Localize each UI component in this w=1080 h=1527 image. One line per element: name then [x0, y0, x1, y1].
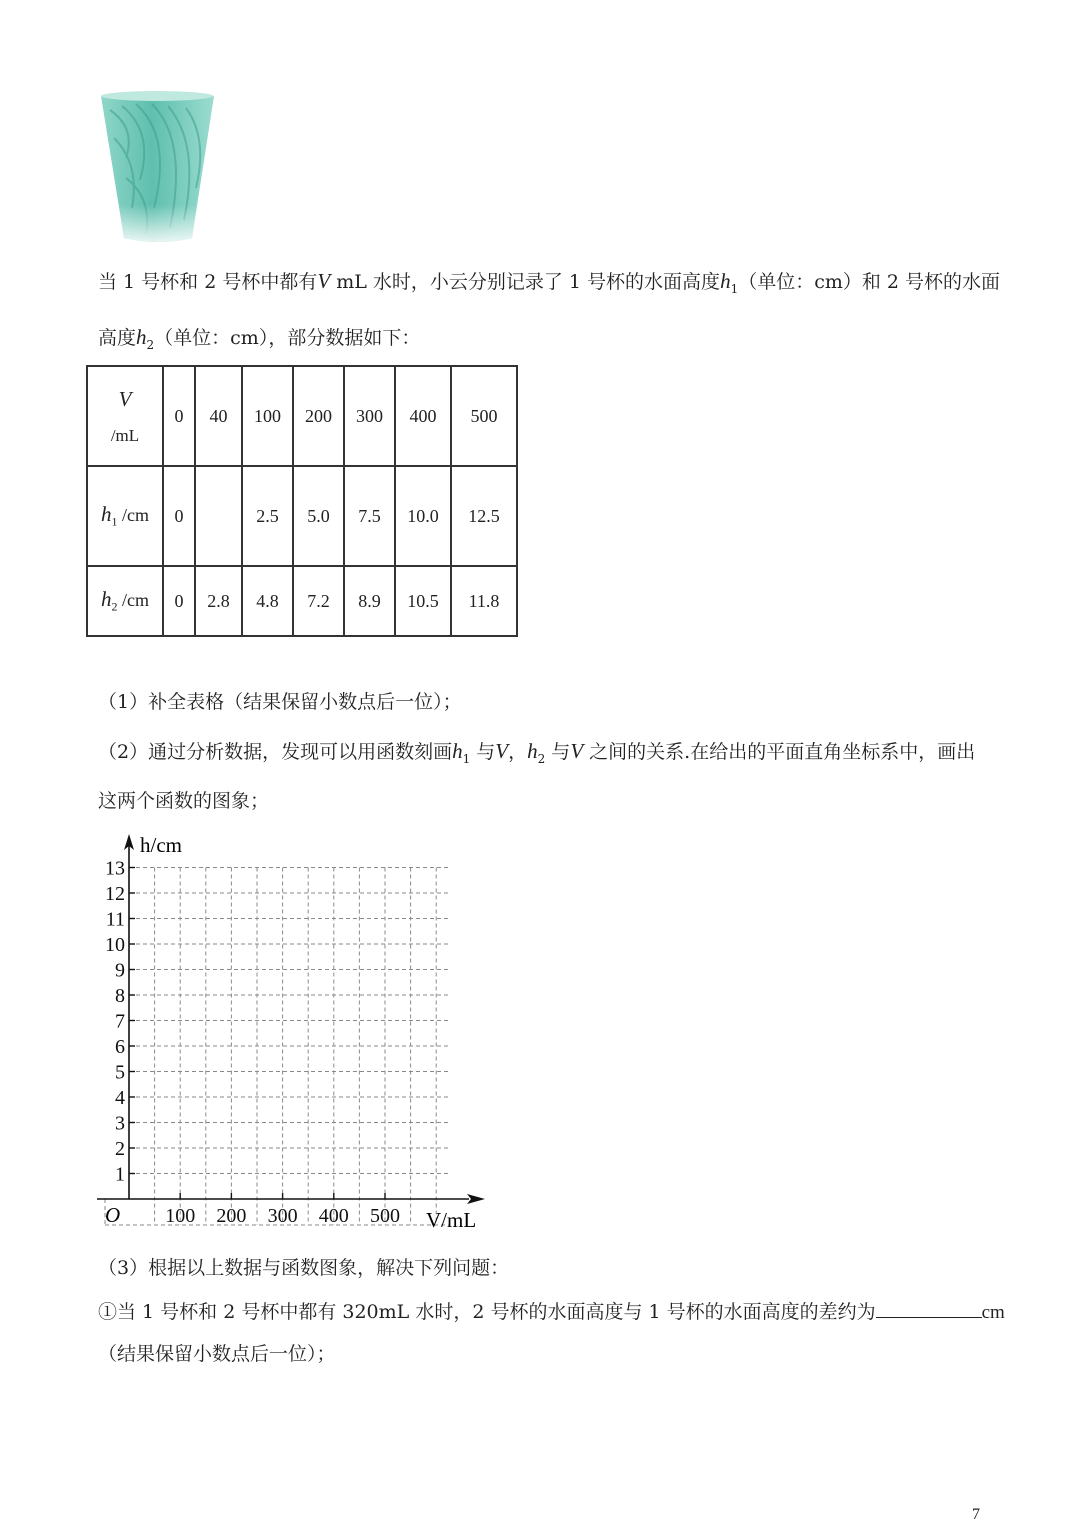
table-cell: 10.5 [395, 566, 451, 636]
x-axis-label: V/mL [426, 1208, 477, 1232]
table-cell: 2.8 [195, 566, 242, 636]
table-cell: 8.9 [344, 566, 395, 636]
table-cell: 100 [242, 366, 293, 466]
cup-image [96, 88, 220, 250]
y-tick-label: 13 [105, 857, 125, 880]
tick-labels [105, 858, 400, 1228]
x-tick-label: 400 [318, 1205, 349, 1227]
x-tick-label: 100 [165, 1205, 196, 1227]
y-axis-label: h/cm [140, 833, 182, 857]
row-label-h2: $h_2$ /cm [87, 566, 163, 636]
question-1: （1）补全表格（结果保留小数点后一位）； [98, 691, 462, 713]
question-2-line-2: 这两个函数的图象； [98, 790, 270, 812]
x-tick-label: 500 [370, 1205, 400, 1227]
coordinate-grid-chart [90, 826, 490, 1236]
table-cell: 11.8 [451, 566, 517, 636]
y-tick-label: 7 [115, 1010, 125, 1033]
question-2-line-1: （2）通过分析数据，发现可以用函数刻画$h_1$ 与V，$h_2$ 与V 之间的关系.在给出的平面直角坐标系中，画出 [98, 739, 976, 766]
table-row-volume [87, 366, 517, 466]
x-tick-label: 300 [267, 1205, 298, 1227]
table-cell: 0 [163, 366, 195, 466]
y-tick-label: 11 [105, 908, 125, 931]
intro-line-1: 当 1 号杯和 2 号杯中都有V mL 水时，小云分别记录了 1 号杯的水面高度$h_1$（单位：cm）和 2 号杯的水面 [98, 269, 1001, 296]
table-cell: 500 [451, 366, 517, 466]
y-tick-label: 10 [105, 934, 125, 956]
table-row-h1 [87, 466, 517, 566]
question-3: （3）根据以上数据与函数图象，解决下列问题： [98, 1257, 510, 1279]
table-cell: 400 [395, 366, 451, 466]
y-tick-label: 2 [115, 1138, 125, 1160]
table-cell: 4.8 [242, 566, 293, 636]
table-cell: 10.0 [395, 466, 451, 566]
y-tick-label: 5 [115, 1061, 125, 1084]
table-cell: 0 [163, 466, 195, 566]
table-row-h2 [87, 566, 517, 636]
table-cell: 12.5 [451, 466, 517, 566]
table-cell: 40 [195, 366, 242, 466]
y-tick-label: 8 [115, 985, 125, 1007]
table-cell: 7.2 [293, 566, 344, 636]
y-tick-label: 12 [105, 883, 125, 905]
header-cell-volume: V /mL [87, 366, 163, 466]
table-cell: 2.5 [242, 466, 293, 566]
table-cell-blank [195, 466, 242, 566]
table-cell: 5.0 [293, 466, 344, 566]
table-cell: 200 [293, 366, 344, 466]
y-tick-label: 1 [115, 1163, 125, 1186]
x-axis-arrow [467, 1194, 485, 1204]
page-number: 7 [972, 1506, 980, 1523]
y-tick-label: 9 [115, 959, 125, 982]
table-cell: 0 [163, 566, 195, 636]
origin-label: O [105, 1203, 121, 1227]
question-3-1: ①当 1 号杯和 2 号杯中都有 320mL 水时，2 号杯的水面高度与 1 号杯的水面高度的差约为 cm [98, 1297, 1005, 1327]
y-tick-label: 3 [115, 1112, 125, 1135]
table-cell: 300 [344, 366, 395, 466]
question-3-1-note: （结果保留小数点后一位）； [98, 1343, 336, 1365]
grid-lines [105, 868, 449, 1226]
data-table [86, 365, 518, 637]
y-tick-label: 4 [115, 1087, 125, 1109]
answer-blank[interactable] [876, 1297, 982, 1318]
x-tick-label: 200 [216, 1205, 247, 1227]
y-tick-label: 6 [115, 1036, 125, 1058]
table-cell: 7.5 [344, 466, 395, 566]
row-label-h1: $h_1$ /cm [87, 466, 163, 566]
intro-line-2: 高度$h_2$（单位：cm），部分数据如下： [98, 325, 421, 352]
